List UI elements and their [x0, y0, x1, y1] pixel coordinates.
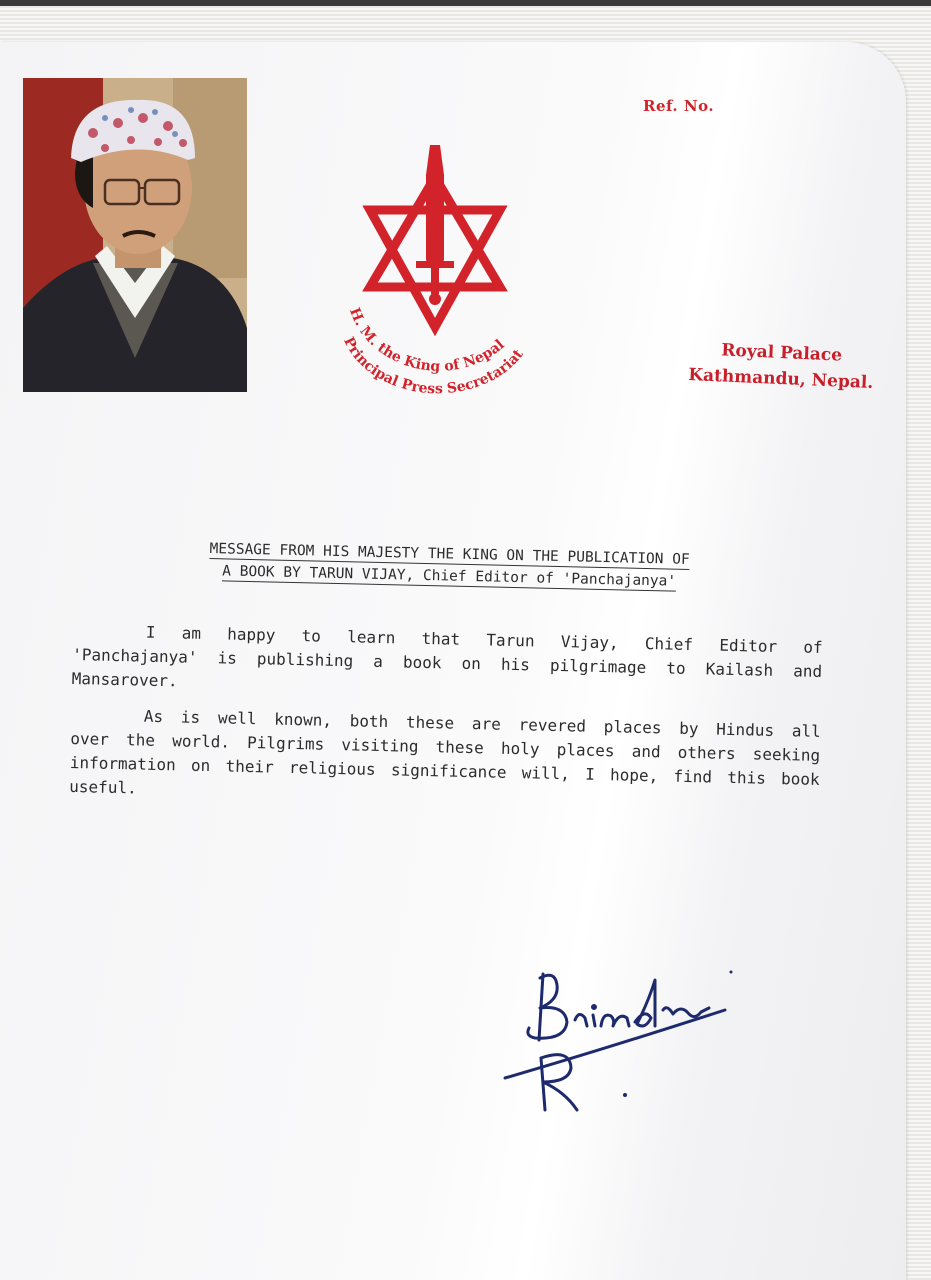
- king-portrait-photo: [23, 78, 247, 392]
- letter-body: [69, 535, 825, 816]
- signature-drawing: [495, 960, 735, 1130]
- heading-line-1: MESSAGE FROM HIS MAJESTY THE KING ON THE PUBLICATION OF: [209, 541, 690, 568]
- address-line-1: Royal Palace: [720, 340, 843, 366]
- emblem-caption-line1: H. M. the King of Nepal: [345, 305, 508, 375]
- emblem-caption-line2: Principal Press Secretariat: [340, 334, 527, 395]
- heading-line-2: A BOOK BY TARUN VIJAY, Chief Editor of 'Panchajanya': [222, 563, 677, 590]
- royal-emblem: [330, 135, 545, 395]
- letter-paragraph-2: As is well known, both these are revered places by Hindus all over the world. Pilgrims visiting these holy places and others seeking information on their religious significance will, I hope, find this book useful.: [69, 706, 821, 798]
- palace-address: [688, 336, 880, 396]
- address-line-2: Kathmandu, Nepal.: [687, 364, 874, 394]
- portrait-image: [23, 78, 247, 392]
- reference-number-label: Ref. No.: [643, 97, 715, 115]
- star-with-khukuri-emblem: [330, 135, 545, 395]
- handwritten-signature: [495, 960, 735, 1130]
- letter-paragraph-1: I am happy to learn that Tarun Vijay, Chief Editor of 'Panchajanya' is publishing a book on his pilgrimage to Kailash and Mansarover.: [71, 622, 823, 691]
